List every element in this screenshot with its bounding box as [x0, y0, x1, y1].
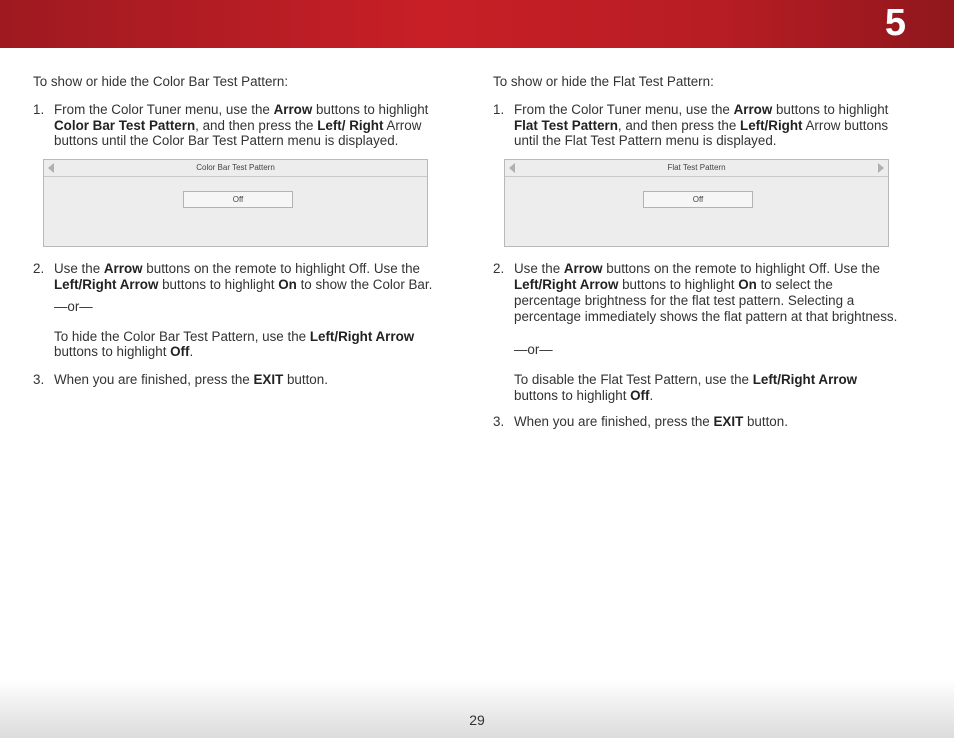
left-arrow-icon	[48, 163, 54, 173]
step-text: to show the Color Bar.	[296, 276, 433, 292]
step-number: 1.	[33, 101, 45, 117]
step-bold-text: EXIT	[253, 372, 284, 388]
color-bar-section	[33, 74, 461, 388]
step-bold-text: Arrow	[733, 101, 773, 117]
color-bar-step-1	[33, 102, 461, 149]
step-text: , and then press the	[195, 117, 318, 133]
flat-pattern-step-3	[493, 414, 903, 430]
alt-bold-text: Off	[630, 387, 650, 403]
step-bold-text: EXIT	[713, 413, 744, 429]
step-bold-text: Left/Right	[740, 117, 803, 133]
step-text: buttons to highlight	[312, 101, 429, 117]
color-bar-intro: To show or hide the Color Bar Test Pattern:	[33, 74, 289, 89]
alt-text: buttons to highlight	[54, 344, 171, 360]
alt-bold-text: Off	[170, 344, 190, 360]
step-bold-text: Flat Test Pattern	[514, 117, 618, 133]
flat-pattern-step-2	[493, 261, 903, 324]
or-separator: —or—	[514, 342, 553, 358]
menu-title-row	[44, 160, 427, 177]
step-bold-text: Left/Right Arrow	[514, 276, 619, 292]
step-text: When you are finished, press the	[54, 372, 254, 388]
alt-text: To disable the Flat Test Pattern, use the	[514, 372, 753, 388]
color-bar-step-3	[33, 372, 461, 388]
menu-title-row	[505, 160, 888, 177]
step-text: When you are finished, press the	[514, 413, 714, 429]
step-bold-text: Left/Right Arrow	[54, 276, 159, 292]
right-arrow-icon	[878, 163, 884, 173]
step-text: buttons to highlight	[618, 276, 739, 292]
menu-option-off: Off	[183, 191, 293, 208]
flat-pattern-step-1	[493, 102, 903, 149]
step-number: 2.	[493, 261, 505, 277]
menu-option-off: Off	[643, 191, 753, 208]
alt-text: To hide the Color Bar Test Pattern, use the	[54, 328, 310, 344]
spacer	[493, 324, 903, 338]
or-separator: —or—	[54, 298, 93, 314]
chapter-number: 5	[884, 2, 906, 44]
step-text: buttons on the remote to highlight Off. Use the	[142, 261, 420, 277]
step-text: buttons to highlight	[158, 276, 279, 292]
spacer	[493, 358, 903, 372]
color-bar-step-2	[33, 261, 461, 293]
flat-pattern-alternative	[514, 372, 903, 404]
alt-text: buttons to highlight	[514, 387, 631, 403]
menu-title: Color Bar Test Pattern	[196, 163, 275, 173]
step-bold-text: On	[738, 276, 757, 292]
step-bold-text: Arrow	[273, 101, 313, 117]
step-text: , and then press the	[617, 117, 741, 133]
step-bold-text: On	[278, 276, 297, 292]
flat-pattern-intro: To show or hide the Flat Test Pattern:	[493, 74, 714, 89]
spacer	[33, 315, 461, 329]
left-arrow-icon	[509, 163, 515, 173]
chapter-header-bar	[0, 0, 954, 48]
step-text: Use the	[514, 261, 564, 277]
step-bold-text: Left/ Right	[317, 117, 384, 133]
step-text: to select the percentage brightness for the flat test pattern. Selecting a percentage immediately shows the flat pattern at that brightness.	[514, 276, 898, 324]
step-text: Arrow buttons until the Color Bar Test Pattern menu is displayed.	[54, 117, 422, 149]
menu-title: Flat Test Pattern	[667, 163, 726, 173]
step-number: 3.	[33, 372, 45, 388]
step-text: buttons on the remote to highlight Off. Use the	[602, 261, 880, 277]
color-bar-menu-screenshot	[43, 159, 428, 247]
step-text: From the Color Tuner menu, use the	[514, 101, 734, 117]
alt-text: .	[649, 387, 654, 403]
page-number: 29	[469, 712, 485, 728]
step-bold-text: Arrow	[563, 261, 603, 277]
alt-bold-text: Left/Right Arrow	[752, 372, 858, 388]
alt-text: .	[189, 344, 194, 360]
step-text: Arrow buttons until the Flat Test Pattern menu is displayed.	[514, 117, 889, 149]
step-text: buttons to highlight	[772, 101, 889, 117]
step-number: 2.	[33, 261, 45, 277]
step-text: button.	[743, 413, 788, 429]
step-bold-text: Arrow	[103, 261, 143, 277]
flat-pattern-section	[493, 74, 903, 430]
step-text: Use the	[54, 261, 104, 277]
step-text: From the Color Tuner menu, use the	[54, 101, 274, 117]
footer-bar	[0, 680, 954, 738]
color-bar-alternative	[54, 329, 461, 361]
flat-pattern-menu-screenshot	[504, 159, 889, 247]
alt-bold-text: Left/Right Arrow	[309, 328, 415, 344]
step-number: 3.	[493, 413, 505, 429]
step-text: button.	[283, 372, 328, 388]
step-bold-text: Color Bar Test Pattern	[54, 117, 196, 133]
step-number: 1.	[493, 101, 505, 117]
